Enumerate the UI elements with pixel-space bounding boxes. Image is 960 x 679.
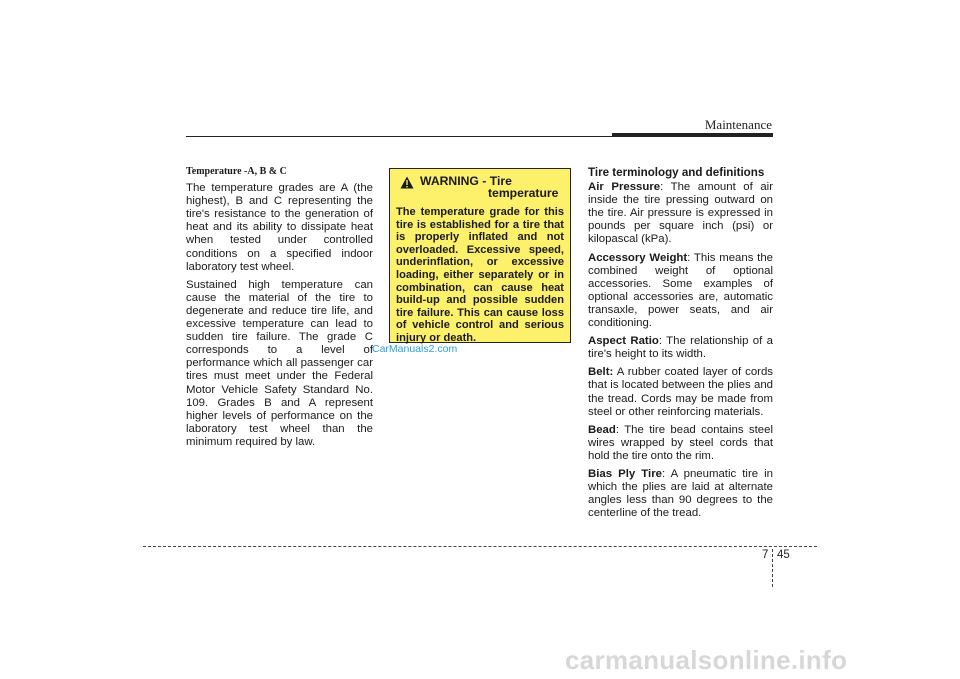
term-definition <box>588 424 773 463</box>
term-text: : The amount of air inside the tire pressing outward on the tire. Air pressure is expressed in pounds per square inch (psi) or kilopascal (kPa). <box>588 181 773 246</box>
chapter-number: 7 <box>762 549 769 561</box>
term-definition <box>588 468 773 520</box>
page-number-divider <box>772 549 773 587</box>
term-label: Accessory Weight <box>588 251 688 264</box>
term-label: Air Pressure <box>588 181 661 194</box>
watermark-link[interactable]: CarManuals2.com <box>372 343 458 355</box>
term-definition <box>588 181 773 246</box>
warning-box <box>389 168 571 343</box>
term-text: A rubber coated layer of cords that is located between the plies and the tread. Cords may be made from steel or other reinforcing materials. <box>588 366 773 418</box>
header-rule-accent <box>612 133 773 137</box>
header-title: Maintenance <box>704 117 772 132</box>
left-column <box>186 165 373 454</box>
warning-title-line1: WARNING - Tire <box>420 174 512 188</box>
term-label: Belt: <box>588 366 614 379</box>
term-text: : The relationship of a tire's height to its width. <box>588 335 774 361</box>
warning-body: The temperature grade for this tire is established for a tire that is properly inflated and not overloaded. Excessive speed, underinflation, or excessive loading, either separately or in combination, can cause heat build-up and possible sudden tire failure. This can cause loss of vehicle control and serious injury or death. <box>396 206 564 344</box>
term-definition <box>588 335 773 361</box>
right-column <box>588 166 773 525</box>
footer-rule <box>143 546 817 547</box>
term-definition <box>588 366 773 418</box>
term-label: Aspect Ratio <box>588 335 659 348</box>
term-definition <box>588 252 773 331</box>
term-text: : A pneumatic tire in which the plies are laid at alternate angles less than 90 degrees to the centerline of the tread. <box>588 467 774 520</box>
warning-heading <box>396 175 564 199</box>
paragraph: The temperature grades are A (the highest), B and C representing the tire's resistance to the generation of heat and its ability to dissipate heat when tested under controlled conditions on a specified indoor laboratory test wheel. <box>186 182 373 273</box>
page-number: 45 <box>777 549 790 561</box>
paragraph: Sustained high temperature can cause the material of the tire to degenerate and reduce tire life, and excessive temperature can lead to sudden tire failure. The grade C corresponds to a level of performance which all passenger car tires must meet under the Federal Motor Vehicle Safety Standard No. 109. Grades B and A represent higher levels of performance on the laboratory test wheel than the minimum required by law. <box>186 278 373 448</box>
term-label: Bias Ply Tire <box>588 467 662 480</box>
warning-title-line2: temperature <box>488 186 559 200</box>
section-title-terminology: Tire terminology and definitions <box>588 166 765 179</box>
term-label: Bead <box>588 423 616 436</box>
term-text: : This means the combined weight of optional accessories. Some examples of optional accessories are, automatic transaxle, power seats, and air conditioning. <box>588 251 774 330</box>
term-text: : The tire bead contains steel wires wrapped by steel cords that hold the tire onto the rim. <box>588 423 773 462</box>
section-title-temperature: Temperature -A, B & C <box>186 166 287 177</box>
warning-triangle-icon <box>400 176 414 189</box>
site-watermark: carmanualsonline.info <box>565 645 848 675</box>
